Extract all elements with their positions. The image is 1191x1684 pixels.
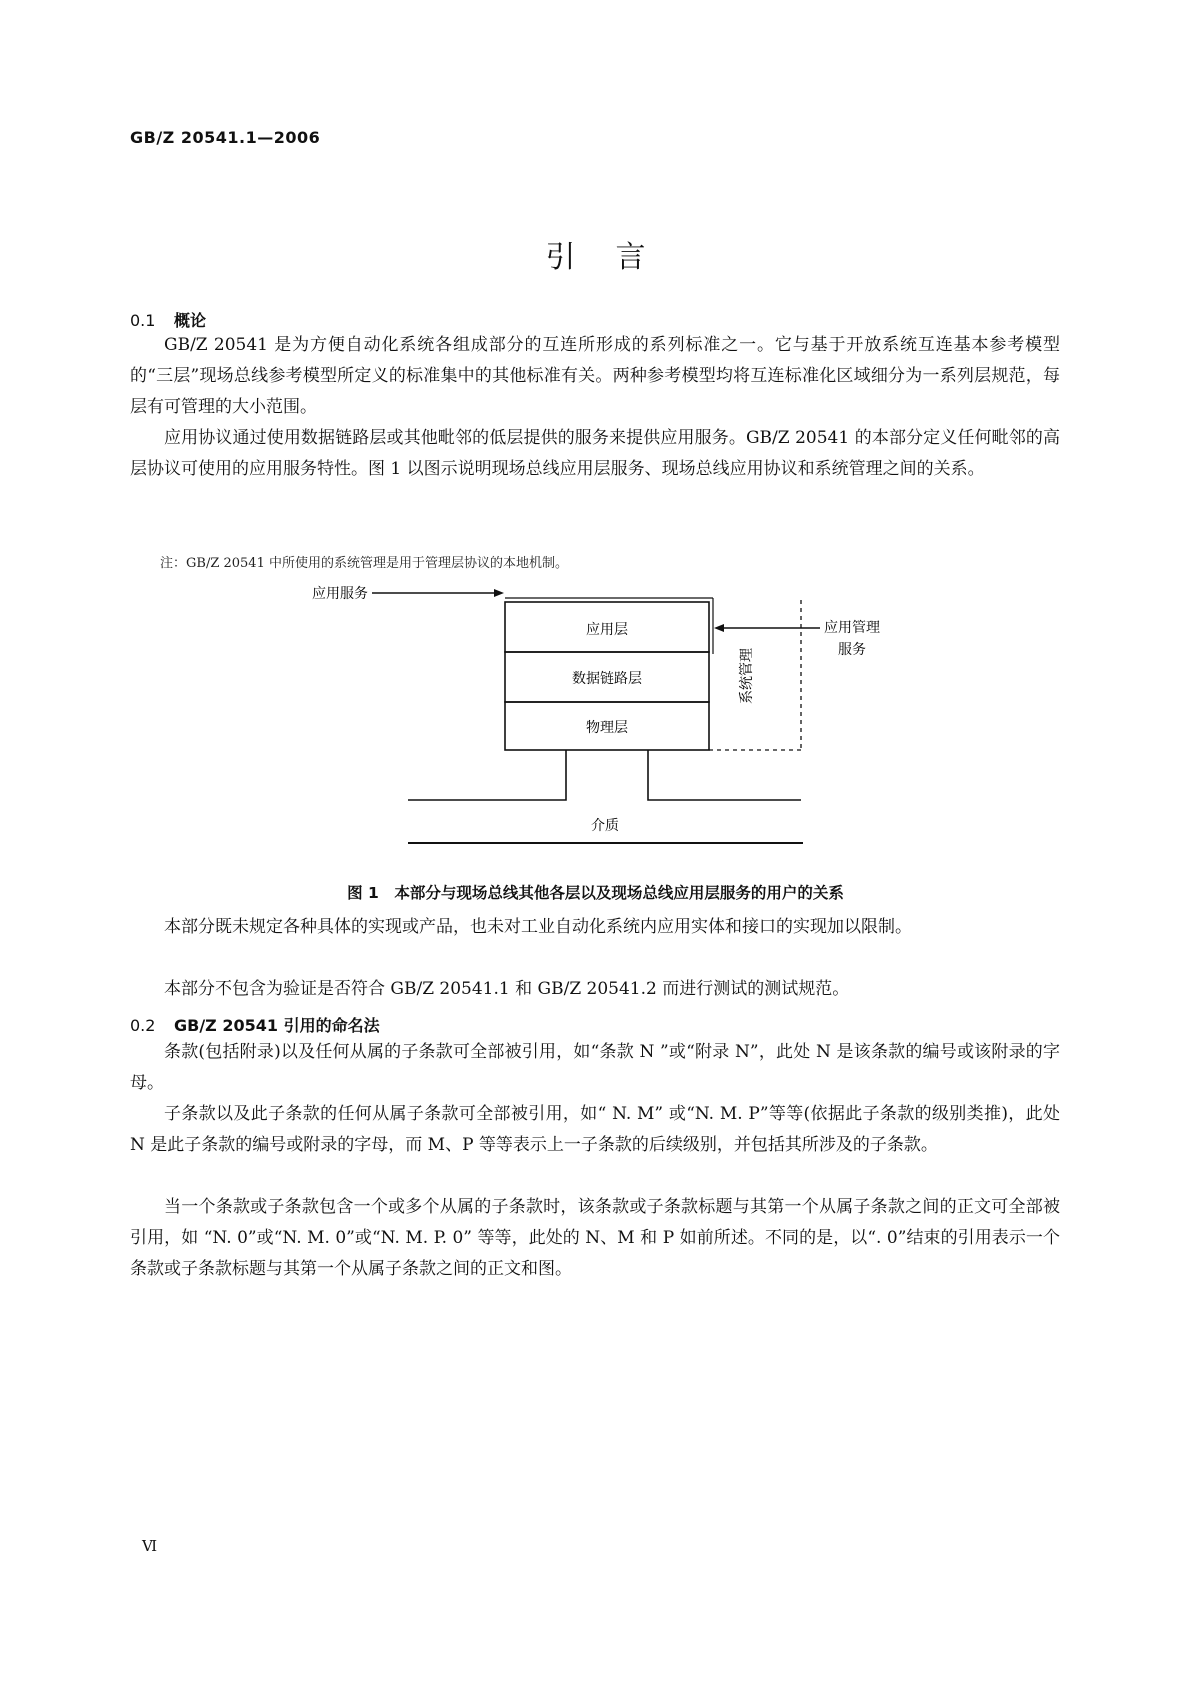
paragraph: 条款(包括附录)以及任何从属的子条款可全部被引用，如“条款 N ”或“附录 N”，此处 N 是该条款的编号或该附录的字母。 [130,1042,1060,1093]
section-title: 概论 [174,311,207,330]
medium-connector-left [408,750,566,800]
app-layer-label: 应用层 [586,622,628,638]
section-number: 0.2 [130,1016,156,1035]
paragraph: GB/Z 20541 是为方便自动化系统各组成部分的互连所形成的系列标准之一。它与基于开放系统互连基本参考模型的“三层”现场总线参考模型所定义的标准集中的其他标准有关。两种参考模型均将互连标准化区域细分为一系列层规范，每层有可管理的大小范围。 [130,335,1060,417]
document-code: GB/Z 20541.1—2006 [130,128,321,147]
mgmt-service-label-2: 服务 [838,642,866,658]
physical-layer-label: 物理层 [586,720,628,736]
page-title: 引言 [545,240,686,275]
app-service-label: 应用服务 [312,586,368,602]
note: 注：GB/Z 20541 中所使用的系统管理是用于管理层协议的本地机制。 [160,556,568,571]
paragraph: 本部分不包含为验证是否符合 GB/Z 20541.1 和 GB/Z 20541.2 而进行测试的测试规范。 [164,979,850,999]
sys-mgmt-label: 系统管理 [739,648,755,704]
paragraph: 应用协议通过使用数据链路层或其他毗邻的低层提供的服务来提供应用服务。GB/Z 20541 的本部分定义任何毗邻的高层协议可使用的应用服务特性。图 1 以图示说明现场总线应用层服务、现场总线应用协议和系统管理之间的关系。 [130,428,1060,479]
data-link-layer-label: 数据链路层 [572,671,642,687]
page-number: Ⅵ [142,1537,158,1555]
paragraph: 当一个条款或子条款包含一个或多个从属的子条款时，该条款或子条款标题与其第一个从属子条款之间的正文可全部被引用，如 “N. 0”或“N. M. 0”或“N. M. P. 0” 等等，此处的 N、M 和 P 如前所述。不同的是，以“. 0”结束的引用表示一个条款或子条款标题与其第一个从属子条款之间的正文和图。 [130,1197,1060,1279]
arrowhead [494,589,504,597]
mgmt-service-label-1: 应用管理 [824,620,880,636]
figure-layer-diagram [0,580,1191,880]
section-number: 0.1 [130,311,156,330]
section-heading-0-1 [130,308,206,331]
arrowhead [714,624,724,632]
medium-connector-right [648,750,801,800]
paragraph: 子条款以及此子条款的任何从属子条款可全部被引用，如“ N. M” 或“N. M. P”等等(依据此子条款的级别类推)，此处 N 是此子条款的编号或附录的字母，而 M、P 等等表示上一子条款的后续级别，并包括其所涉及的子条款。 [130,1104,1060,1155]
section-heading-0-2 [130,1013,380,1036]
figure-caption: 图 1 本部分与现场总线其他各层以及现场总线应用层服务的用户的关系 [347,884,844,902]
section-title: GB/Z 20541 引用的命名法 [174,1016,380,1035]
medium-label: 介质 [591,818,619,834]
paragraph: 本部分既未规定各种具体的实现或产品，也未对工业自动化系统内应用实体和接口的实现加以限制。 [164,917,912,937]
